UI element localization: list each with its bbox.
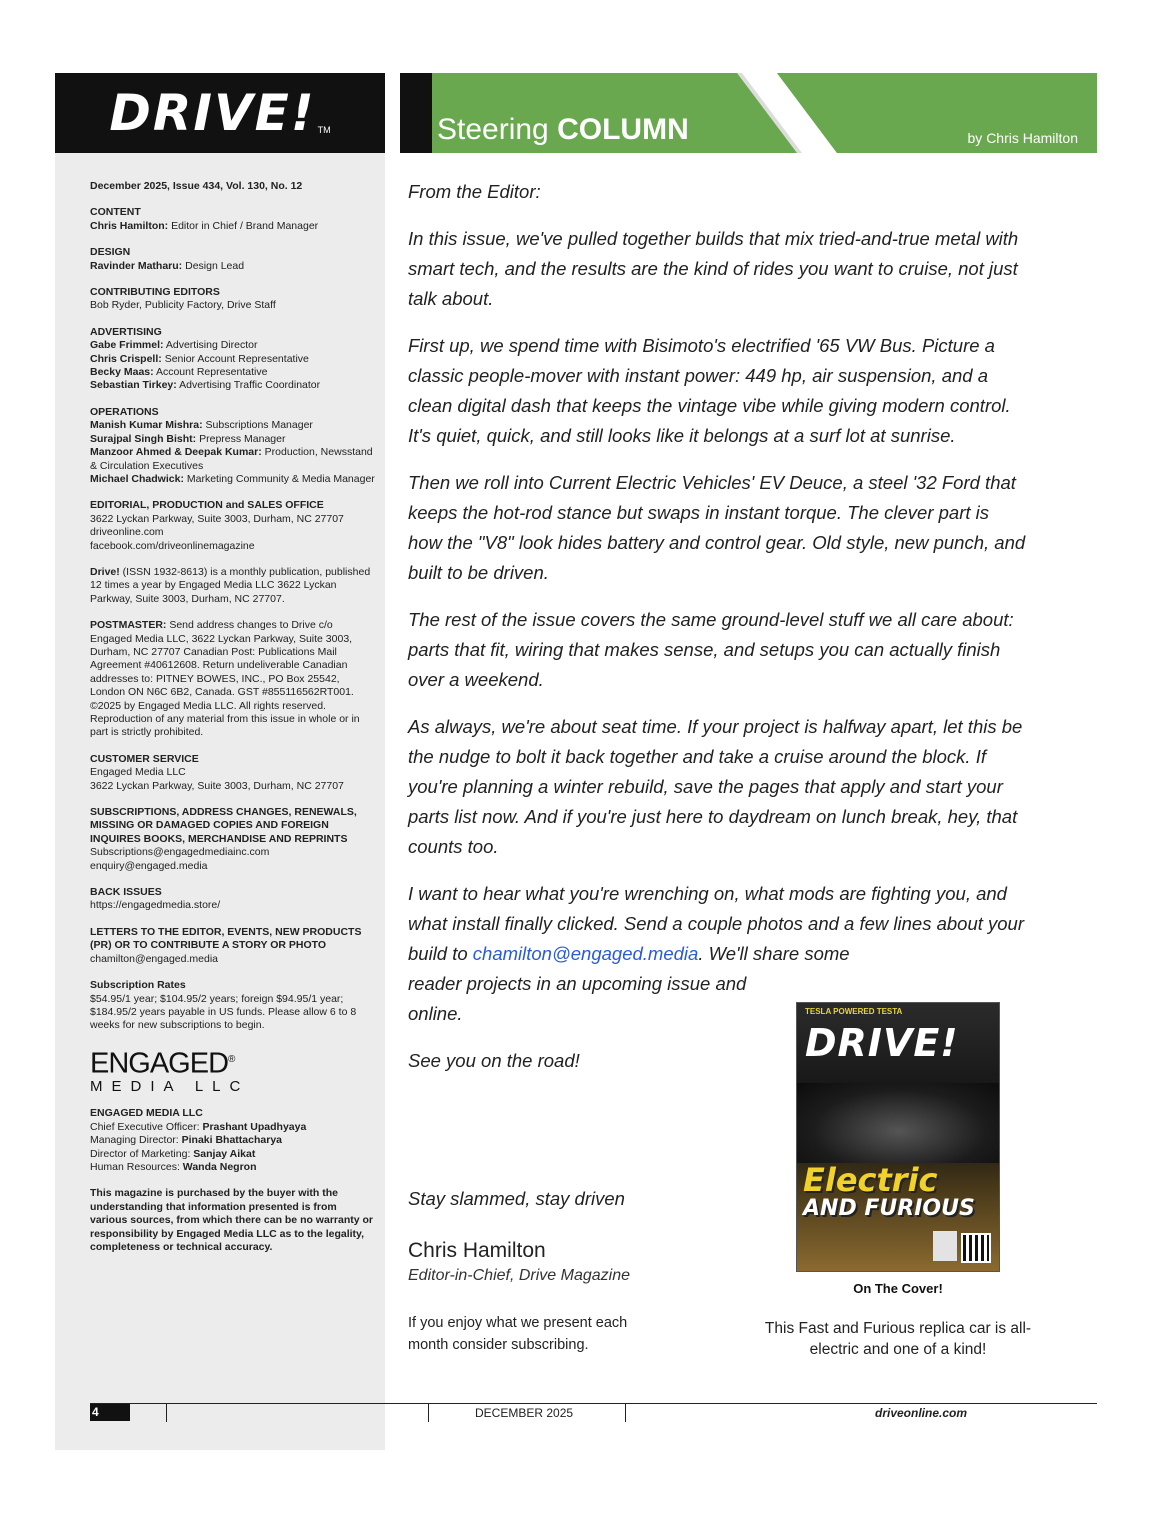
adv-name: Becky Maas: xyxy=(90,366,154,379)
editorial-paragraph: The rest of the issue covers the same ground-level stuff we all care about: parts that fit, wiring that makes sense, and setups you can actually finish over a weekend. xyxy=(408,609,1014,690)
design-role: Design Lead xyxy=(182,259,245,272)
letters-email-link[interactable]: chamilton@engaged.media xyxy=(90,952,218,965)
cover-caption: This Fast and Furious replica car is all-electric and one of a kind! xyxy=(764,1320,1032,1358)
advertising-section xyxy=(90,326,375,393)
byline: by Chris Hamilton xyxy=(967,130,1078,146)
publication-section xyxy=(90,566,375,606)
drive-logo-text: DRIVE! xyxy=(109,84,316,142)
subscribe-note: If you enjoy what we present each month consider subscribing. xyxy=(408,1315,628,1353)
footer-rule xyxy=(90,1403,1097,1404)
column-title-bold: COLUMN xyxy=(557,113,689,146)
adv-name: Chris Crispell: xyxy=(90,352,162,365)
subscriptions-email-link[interactable]: Subscriptions@engagedmediainc.com xyxy=(90,846,270,859)
office-website-link[interactable]: driveonline.com xyxy=(90,526,164,539)
editorial-paragraph: In this issue, we've pulled together builds that mix tried-and-true metal with smart tech, and the results are the kind of rides you want to cruise, not just talk about. xyxy=(408,228,1019,309)
exec-name: Pinaki Bhattacharya xyxy=(181,1134,283,1147)
editorial-paragraph: Then we roll into Current Electric Vehicles' EV Deuce, a steel '32 Ford that keeps the hot-rod stance but swaps in instant torque. The clever part is how the "V8" look hides battery and control gear. Old style, new punch, and built to be driven. xyxy=(408,472,1026,583)
editorial-body xyxy=(408,177,1028,1093)
rates-text: $54.95/1 year; $104.95/2 years; foreign $94.95/1 year; $184.95/2 years payable in US funds. Please allow 6 to 8 weeks for new subscriptions to begin. xyxy=(90,992,357,1032)
rates-section xyxy=(90,979,375,1033)
footer-date: DECEMBER 2025 xyxy=(475,1406,574,1420)
ops-role: Prepress Manager xyxy=(196,432,286,445)
engaged-media-heading: ENGAGED MEDIA LLC xyxy=(90,1107,203,1120)
contributing-heading: CONTRIBUTING EDITORS xyxy=(90,286,220,299)
signature-role: Editor-in-Chief, Drive Magazine xyxy=(408,1267,631,1284)
exec-name: Sanjay Aikat xyxy=(193,1147,256,1160)
adv-name: Sebastian Tirkey: xyxy=(90,379,177,392)
cover-caption-title: On The Cover! xyxy=(853,1281,943,1296)
adv-role: Advertising Traffic Coordinator xyxy=(176,379,321,392)
issue-info: December 2025, Issue 434, Vol. 130, No. 12 xyxy=(90,180,303,192)
cover-logo: DRIVE! xyxy=(805,1021,959,1065)
engaged-logo-sub: MEDIA LLC xyxy=(90,1078,250,1096)
engaged-media-logo xyxy=(90,1046,375,1098)
ops-name: Manish Kumar Mishra: xyxy=(90,419,203,432)
editorial-salutation: From the Editor: xyxy=(408,181,541,202)
subscriptions-section xyxy=(90,806,375,873)
back-issues-section xyxy=(90,886,375,913)
content-section xyxy=(90,206,375,233)
exec-role: Human Resources: xyxy=(90,1161,183,1173)
editorial-paragraph xyxy=(408,879,1028,969)
ops-name: Surajpal Singh Bisht: xyxy=(90,432,197,445)
page-number: 4 xyxy=(92,1405,99,1419)
office-address: 3622 Lyckan Parkway, Suite 3003, Durham, NC 27707 xyxy=(90,512,344,525)
cover-subheadline: AND FURIOUS xyxy=(803,1196,975,1221)
editorial-paragraph: First up, we spend time with Bisimoto's electrified '65 VW Bus. Picture a classic people-mover with instant power: 449 hp, air suspension, and a clean digital dash that keeps the vintage vibe while giving modern control. It's quiet, quick, and still looks like it belongs at a surf lot at sunrise. xyxy=(408,335,1011,446)
subscriptions-heading: SUBSCRIPTIONS, ADDRESS CHANGES, RENEWALS, MISSING OR DAMAGED COPIES AND FOREIGN INQUIRES BOOKS, MERCHANDISE AND REPRINTS xyxy=(90,806,357,845)
design-heading: DESIGN xyxy=(90,246,131,259)
rates-heading: Subscription Rates xyxy=(90,979,186,992)
footer-divider xyxy=(166,1404,167,1422)
content-role: Editor in Chief / Brand Manager xyxy=(168,219,319,232)
operations-heading: OPERATIONS xyxy=(90,405,159,418)
letters-section xyxy=(90,926,375,966)
ops-name: Manzoor Ahmed & Deepak Kumar: xyxy=(90,446,262,459)
exec-role: Director of Marketing: xyxy=(90,1147,194,1160)
back-issues-heading: BACK ISSUES xyxy=(90,886,162,899)
drive-logo xyxy=(55,73,385,153)
ops-role: Production, Newsstand & Circulation Executives xyxy=(90,446,373,472)
editorial-closing: See you on the road! xyxy=(408,1050,580,1071)
editor-email-link[interactable]: chamilton@engaged.media xyxy=(472,943,699,964)
design-section xyxy=(90,246,375,273)
exec-name: Wanda Negron xyxy=(182,1161,257,1173)
operations-section xyxy=(90,406,375,486)
cover-car-photo xyxy=(797,1083,1000,1163)
editorial-text: . We'll share some xyxy=(698,943,850,964)
column-title xyxy=(437,113,689,147)
postmaster-section xyxy=(90,619,375,740)
editorial-text: I want to hear what you're wrenching on, what mods are fighting you, and what install finally clicked. Send a couple photos and a few lines about your build to xyxy=(408,883,1025,964)
adv-role: Advertising Director xyxy=(163,339,258,352)
footer-website: driveonline.com xyxy=(875,1406,968,1420)
exec-role: Managing Director: xyxy=(90,1134,182,1147)
back-issues-link[interactable]: https://engagedmedia.store/ xyxy=(90,899,221,912)
adv-role: Senior Account Representative xyxy=(161,352,309,365)
magazine-cover-image xyxy=(796,1002,1000,1272)
office-section xyxy=(90,499,375,553)
contributing-text: Bob Ryder, Publicity Factory, Drive Staff xyxy=(90,299,276,312)
ops-role: Subscriptions Manager xyxy=(202,419,313,432)
editorial-paragraph-wrap: reader projects in an upcoming issue and online. xyxy=(408,973,747,1024)
qr-code-icon xyxy=(961,1233,991,1263)
engaged-logo-name: ENGAGED xyxy=(90,1047,229,1080)
adv-role: Account Representative xyxy=(153,366,268,379)
signature-name: Chris Hamilton xyxy=(408,1239,546,1262)
exec-name: Prashant Upadhyaya xyxy=(202,1120,307,1133)
registered-mark: ® xyxy=(228,1053,235,1065)
content-heading: CONTENT xyxy=(90,206,141,219)
postmaster-heading: POSTMASTER: xyxy=(90,619,167,632)
exec-role: Chief Executive Officer: xyxy=(90,1120,203,1133)
adv-name: Gabe Frimmel: xyxy=(90,339,164,352)
engaged-media-section xyxy=(90,1107,375,1174)
contributing-section xyxy=(90,286,375,313)
customer-service-heading: CUSTOMER SERVICE xyxy=(90,752,199,765)
signoff: Stay slammed, stay driven xyxy=(408,1188,625,1209)
editorial-paragraph: As always, we're about seat time. If your project is halfway apart, let this be the nudge to bolt it back together and take a cruise around the block. If you're planning a winter rebuild, save the pages that apply and start your parts list now. And if you're just here to daydream on lunch break, hey, that counts too. xyxy=(408,716,1023,857)
cover-tagline: TESLA POWERED TESTA xyxy=(805,1007,903,1016)
design-name: Ravinder Matharu: xyxy=(90,259,183,272)
enquiry-email-link[interactable]: enquiry@engaged.media xyxy=(90,859,208,872)
customer-service-section xyxy=(90,753,375,793)
publication-text: (ISSN 1932-8613) is a monthly publication, published 12 times a year by Engaged Media LLC 3622 Lyckan Parkway, Suite 3003, Durham, NC 27707. xyxy=(90,565,371,605)
content-name: Chris Hamilton: xyxy=(90,219,169,232)
column-title-prefix: Steering xyxy=(437,113,549,146)
trademark-mark: TM xyxy=(317,125,331,135)
advertising-heading: ADVERTISING xyxy=(90,325,162,338)
customer-service-name: Engaged Media LLC xyxy=(90,766,186,779)
disclaimer: This magazine is purchased by the buyer with the understanding that information presented is from various sources, from which there can be no warranty or responsibility by Engaged Media LLC as to the legality, completeness or technical accuracy. xyxy=(90,1187,373,1254)
office-facebook-link[interactable]: facebook.com/driveonlinemagazine xyxy=(90,539,255,552)
header-band-dark xyxy=(400,73,432,153)
ops-name: Michael Chadwick: xyxy=(90,472,184,485)
postmaster-text: Send address changes to Drive c/o Engaged Media LLC, 3622 Lyckan Parkway, Suite 3003, Durham, NC 27707 Canadian Post: Publications Mail Agreement #40612608. Return undeliverable Canadian addresses to: PITNEY BOWES, INC., PO Box 25542, London ON N6C 6B2, Canada. GST #855116562RT001. ©2025 by Engaged Media LLC. All rights reserved. Reproduction of any material from this issue in whole or in part is strictly prohibited. xyxy=(90,619,360,739)
publication-name: Drive! xyxy=(90,565,120,578)
footer-divider xyxy=(428,1404,429,1422)
ops-role: Marketing Community & Media Manager xyxy=(183,472,375,485)
office-heading: EDITORIAL, PRODUCTION and SALES OFFICE xyxy=(90,499,324,512)
cover-info-box xyxy=(933,1231,957,1261)
footer-divider xyxy=(625,1404,626,1422)
masthead xyxy=(90,180,375,1254)
cover-headline: Electric xyxy=(803,1161,938,1199)
letters-heading: LETTERS TO THE EDITOR, EVENTS, NEW PRODUCTS (PR) OR TO CONTRIBUTE A STORY OR PHOTO xyxy=(90,925,362,952)
customer-service-address: 3622 Lyckan Parkway, Suite 3003, Durham, NC 27707 xyxy=(90,779,344,792)
